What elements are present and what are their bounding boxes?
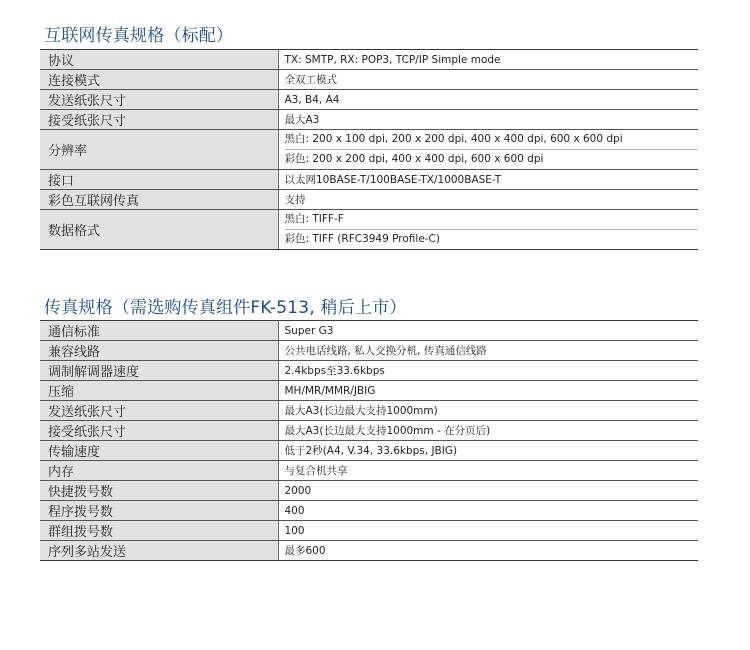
spec-label: 数据格式 <box>40 210 278 250</box>
spec-value: 低于2秒(A4, V.34, 33.6kbps, JBIG) <box>278 441 698 461</box>
spec-value: 全双工模式 <box>278 70 698 90</box>
spec-label: 彩色互联网传真 <box>40 190 278 210</box>
fax-spec-table <box>40 320 698 561</box>
spec-row <box>40 190 698 210</box>
spec-label: 快捷拨号数 <box>40 481 278 501</box>
spec-row <box>40 130 698 170</box>
spec-value: 400 <box>278 501 698 521</box>
spec-label: 发送纸张尺寸 <box>40 401 278 421</box>
spec-value: 黑白: 200 x 100 dpi, 200 x 200 dpi, 400 x 400 dpi, 600 x 600 dpi <box>284 133 623 145</box>
spec-value: TX: SMTP, RX: POP3, TCP/IP Simple mode <box>278 50 698 70</box>
spec-value: 2000 <box>278 481 698 501</box>
spec-label: 连接模式 <box>40 70 278 90</box>
section-title-internet-fax: 互联网传真规格（标配） <box>44 26 234 46</box>
spec-label: 传输速度 <box>40 441 278 461</box>
spec-label: 群组拨号数 <box>40 521 278 541</box>
spec-row <box>40 381 698 401</box>
spec-label: 接受纸张尺寸 <box>40 421 278 441</box>
spec-value: Super G3 <box>278 321 698 341</box>
spec-row <box>40 481 698 501</box>
spec-value: 最大A3(长边最大支持1000mm) <box>278 401 698 421</box>
spec-value-group <box>278 210 698 250</box>
spec-row <box>40 321 698 341</box>
spec-label: 兼容线路 <box>40 341 278 361</box>
spec-value: 公共电话线路, 私人交换分机, 传真通信线路 <box>278 341 698 361</box>
spec-row <box>40 110 698 130</box>
spec-value: 黑白: TIFF-F <box>284 213 344 225</box>
spec-row <box>40 70 698 90</box>
spec-row <box>40 461 698 481</box>
spec-label: 调制解调器速度 <box>40 361 278 381</box>
spec-label: 接受纸张尺寸 <box>40 110 278 130</box>
spec-row <box>40 401 698 421</box>
spec-row <box>40 210 698 250</box>
spec-label: 内存 <box>40 461 278 481</box>
spec-row <box>40 50 698 70</box>
spec-value: MH/MR/MMR/JBIG <box>278 381 698 401</box>
spec-row <box>40 441 698 461</box>
spec-value: 最大A3 <box>278 110 698 130</box>
spec-value: 彩色: 200 x 200 dpi, 400 x 400 dpi, 600 x 600 dpi <box>285 149 699 169</box>
spec-row <box>40 421 698 441</box>
spec-value: A3, B4, A4 <box>278 90 698 110</box>
spec-value: 以太网10BASE-T/100BASE-TX/1000BASE-T <box>278 170 698 190</box>
spec-label: 压缩 <box>40 381 278 401</box>
spec-label: 序列多站发送 <box>40 541 278 561</box>
spec-value: 最大A3(长边最大支持1000mm - 在分页后) <box>278 421 698 441</box>
spec-row <box>40 501 698 521</box>
spec-row <box>40 521 698 541</box>
spec-row <box>40 170 698 190</box>
spec-value: 最多600 <box>278 541 698 561</box>
spec-label: 发送纸张尺寸 <box>40 90 278 110</box>
spec-label: 通信标准 <box>40 321 278 341</box>
spec-value-group <box>278 130 698 170</box>
spec-label: 程序拨号数 <box>40 501 278 521</box>
spec-value: 与复合机共享 <box>278 461 698 481</box>
spec-row <box>40 361 698 381</box>
spec-value: 彩色: TIFF (RFC3949 Profile-C) <box>285 229 699 249</box>
spec-value: 支持 <box>278 190 698 210</box>
internet-fax-spec-table <box>40 49 698 250</box>
spec-value: 2.4kbps至33.6kbps <box>278 361 698 381</box>
spec-label: 接口 <box>40 170 278 190</box>
spec-value: 100 <box>278 521 698 541</box>
spec-row <box>40 341 698 361</box>
spec-row <box>40 541 698 561</box>
spec-label: 分辨率 <box>40 130 278 170</box>
section-title-fax: 传真规格（需选购传真组件FK-513, 稍后上市） <box>44 298 407 318</box>
spec-row <box>40 90 698 110</box>
spec-label: 协议 <box>40 50 278 70</box>
